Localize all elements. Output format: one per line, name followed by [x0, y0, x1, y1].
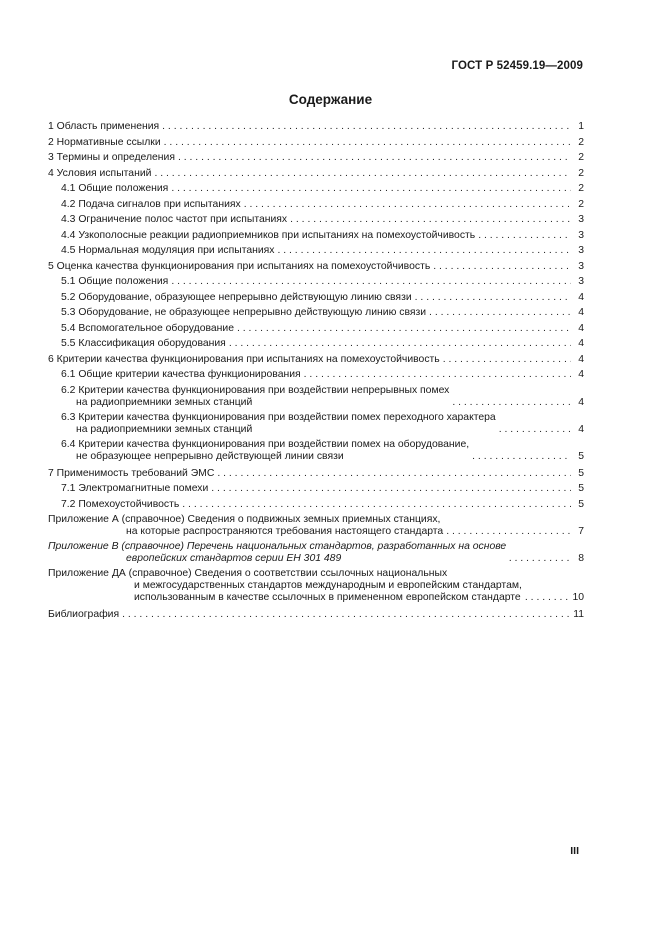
table-of-contents [48, 119, 584, 623]
dot-leader [478, 228, 571, 244]
toc-entry[interactable] [48, 305, 584, 321]
toc-entry[interactable] [48, 607, 584, 623]
toc-entry-title [48, 412, 496, 436]
toc-entry-title [48, 607, 119, 623]
toc-entry-line: 3 Термины и определения [48, 152, 175, 163]
toc-entry-line: 1 Область применения [48, 121, 160, 132]
toc-entry[interactable] [48, 367, 584, 383]
toc-entry-line: Приложение В (справочное) Перечень национальных стандартов, разработанных на основе [48, 541, 507, 552]
toc-entry-title [48, 259, 430, 275]
dot-leader [452, 397, 571, 409]
toc-entry-line: 5 Оценка качества функционирования при испытаниях на помехоустойчивость [48, 260, 431, 272]
toc-entry[interactable] [48, 228, 584, 244]
toc-entry-title [48, 385, 449, 409]
toc-entry[interactable] [48, 497, 584, 513]
toc-entry-title [48, 514, 443, 538]
toc-entry-line: 5.3 Оборудование, не образующее непрерывно действующую линию связи [61, 307, 427, 318]
toc-entry-title [48, 228, 475, 244]
dot-leader [229, 336, 571, 352]
toc-entry-page: 5 [578, 483, 584, 494]
toc-entry-title [48, 497, 179, 513]
toc-entry-page: 8 [578, 553, 584, 564]
toc-entry[interactable] [48, 181, 584, 197]
dot-leader [429, 305, 571, 321]
toc-entry-title [48, 212, 287, 228]
toc-entry-line: и межгосударственных стандартов международным и европейским стандартам, [134, 580, 522, 591]
toc-entry-line: Приложение ДА (справочное) Сведения о соответствии ссылочных национальных [48, 568, 448, 579]
dot-leader [122, 607, 570, 623]
toc-entry[interactable] [48, 481, 584, 497]
toc-entry[interactable] [48, 243, 584, 259]
toc-entry-page: 2 [578, 183, 584, 194]
toc-entry-page: 11 [573, 609, 584, 620]
toc-entry-title [48, 197, 241, 213]
toc-entry-line: 7 Применимость требований ЭМС [48, 467, 215, 479]
toc-entry-title [48, 367, 301, 383]
toc-entry-page: 3 [578, 260, 584, 272]
toc-entry[interactable] [48, 385, 584, 409]
toc-entry[interactable] [48, 352, 584, 368]
toc-entry-line: 6.1 Общие критерии качества функционирования [61, 369, 301, 380]
dot-leader [446, 526, 571, 538]
toc-entry-title [48, 150, 175, 166]
toc-entry-line: на радиоприемники земных станций [76, 396, 253, 408]
toc-entry-title [48, 119, 159, 135]
toc-entry-page: 2 [578, 167, 584, 179]
toc-entry-page: 4 [578, 369, 584, 380]
toc-entry[interactable] [48, 439, 584, 463]
toc-entry-title [48, 243, 274, 259]
toc-entry-title [48, 290, 412, 306]
toc-entry-title [48, 135, 161, 151]
dot-leader [237, 321, 571, 337]
toc-entry-line: 6 Критерии качества функционирования при испытаниях на помехоустойчивость [48, 353, 440, 365]
toc-entry-page: 2 [578, 198, 584, 210]
dot-leader [415, 290, 571, 306]
toc-entry[interactable] [48, 274, 584, 290]
toc-entry-page: 3 [578, 229, 584, 241]
toc-entry[interactable] [48, 119, 584, 135]
toc-entry-title [48, 336, 226, 352]
toc-entry-page: 2 [578, 152, 584, 163]
toc-entry-line: 2 Нормативные ссылки [48, 136, 161, 148]
toc-entry[interactable] [48, 514, 584, 538]
dot-leader [443, 352, 571, 368]
dot-leader [290, 212, 571, 228]
toc-entry-page: 3 [578, 214, 584, 225]
dot-leader [244, 197, 571, 213]
toc-entry-page: 4 [578, 322, 584, 334]
toc-entry-line: 4 Условия испытаний [48, 167, 152, 179]
toc-entry-page: 5 [578, 467, 584, 479]
toc-entry-page: 5 [578, 450, 584, 462]
toc-entry-title [48, 352, 440, 368]
toc-entry-page: 4 [578, 338, 584, 349]
toc-entry[interactable] [48, 150, 584, 166]
toc-entry[interactable] [48, 412, 584, 436]
toc-entry-title [48, 466, 214, 482]
toc-entry-line: Приложение А (справочное) Сведения о подвижных земных приемных станциях, [48, 514, 441, 525]
toc-entry[interactable] [48, 197, 584, 213]
toc-entry-title [48, 166, 151, 182]
toc-entry-line: 4.5 Нормальная модуляция при испытаниях [61, 245, 275, 256]
toc-entry-line: 4.3 Ограничение полос частот при испытаниях [61, 214, 288, 225]
toc-entry-line: 5.5 Классификация оборудования [61, 338, 226, 349]
toc-entry[interactable] [48, 212, 584, 228]
toc-entry-page: 4 [578, 396, 584, 408]
toc-entry-line: на которые распространяются требования настоящего стандарта [126, 526, 444, 537]
toc-entry-line: Библиография [48, 609, 120, 620]
toc-entry-line: 6.4 Критерии качества функционирования при воздействии помех на оборудование, [61, 438, 470, 450]
toc-entry-title [48, 481, 208, 497]
dot-leader [211, 481, 571, 497]
toc-entry-page: 10 [572, 592, 584, 603]
dot-leader [171, 274, 571, 290]
toc-entry-line: на радиоприемники земных станций [76, 423, 253, 435]
toc-entry[interactable] [48, 290, 584, 306]
toc-entry-title [48, 568, 522, 604]
toc-entry-title [48, 305, 426, 321]
toc-entry-page: 2 [578, 136, 584, 148]
toc-entry-page: 3 [578, 276, 584, 287]
toc-entry-title [48, 181, 168, 197]
dot-leader [162, 119, 571, 135]
dot-leader [154, 166, 571, 182]
toc-entry-page: 7 [578, 526, 584, 537]
toc-entry-title [48, 439, 469, 463]
dot-leader [472, 451, 571, 463]
toc-entry-page: 4 [578, 307, 584, 318]
toc-entry-title [48, 274, 168, 290]
toc-entry-line: 7.1 Электромагнитные помехи [61, 483, 209, 494]
toc-entry-line: 5.4 Вспомогательное оборудование [61, 322, 234, 334]
toc-entry-line: 4.4 Узкополосные реакции радиоприемников при испытаниях на помехоустойчивость [61, 229, 476, 241]
dot-leader [304, 367, 571, 383]
toc-entry[interactable] [48, 466, 584, 482]
toc-entry[interactable] [48, 259, 584, 275]
toc-entry-title [48, 541, 506, 565]
toc-entry-line: 7.2 Помехоустойчивость [61, 498, 180, 510]
toc-entry-line: 6.3 Критерии качества функционирования при воздействии помех переходного характера [61, 411, 496, 423]
toc-entry-line: 5.2 Оборудование, образующее непрерывно действующую линию связи [61, 291, 412, 303]
toc-entry[interactable] [48, 541, 584, 565]
toc-entry-page: 5 [578, 498, 584, 510]
toc-entry-page: 3 [578, 245, 584, 256]
page-title: Содержание [288, 92, 373, 107]
dot-leader [499, 424, 571, 436]
page-number: III [570, 845, 579, 857]
toc-entry[interactable] [48, 336, 584, 352]
dot-leader [217, 466, 571, 482]
dot-leader [178, 150, 571, 166]
dot-leader [277, 243, 571, 259]
toc-entry-title [48, 321, 234, 337]
toc-entry-page: 1 [578, 121, 584, 132]
toc-entry-line: 4.2 Подача сигналов при испытаниях [61, 198, 241, 210]
toc-entry-line: европейских стандартов серии ЕН 301 489 [126, 553, 342, 564]
document-code: ГОСТ Р 52459.19—2009 [451, 60, 583, 72]
dot-leader [509, 553, 571, 565]
toc-entry[interactable] [48, 568, 584, 604]
toc-entry-page: 4 [578, 291, 584, 303]
toc-entry-page: 4 [578, 353, 584, 365]
toc-entry[interactable] [48, 166, 584, 182]
toc-entry-line: не образующее непрерывно действующей линии связи [76, 450, 344, 462]
dot-leader [171, 181, 571, 197]
dot-leader [182, 497, 571, 513]
toc-entry-page: 4 [578, 423, 584, 435]
dot-leader [433, 259, 571, 275]
dot-leader [525, 592, 570, 604]
dot-leader [164, 135, 571, 151]
toc-entry-line: использованным в качестве ссылочных в примененном европейском стандарте [134, 592, 521, 603]
toc-entry[interactable] [48, 321, 584, 337]
toc-entry[interactable] [48, 135, 584, 151]
toc-entry-line: 4.1 Общие положения [61, 183, 169, 194]
toc-entry-line: 5.1 Общие положения [61, 276, 169, 287]
toc-entry-line: 6.2 Критерии качества функционирования при воздействии непрерывных помех [61, 384, 450, 396]
